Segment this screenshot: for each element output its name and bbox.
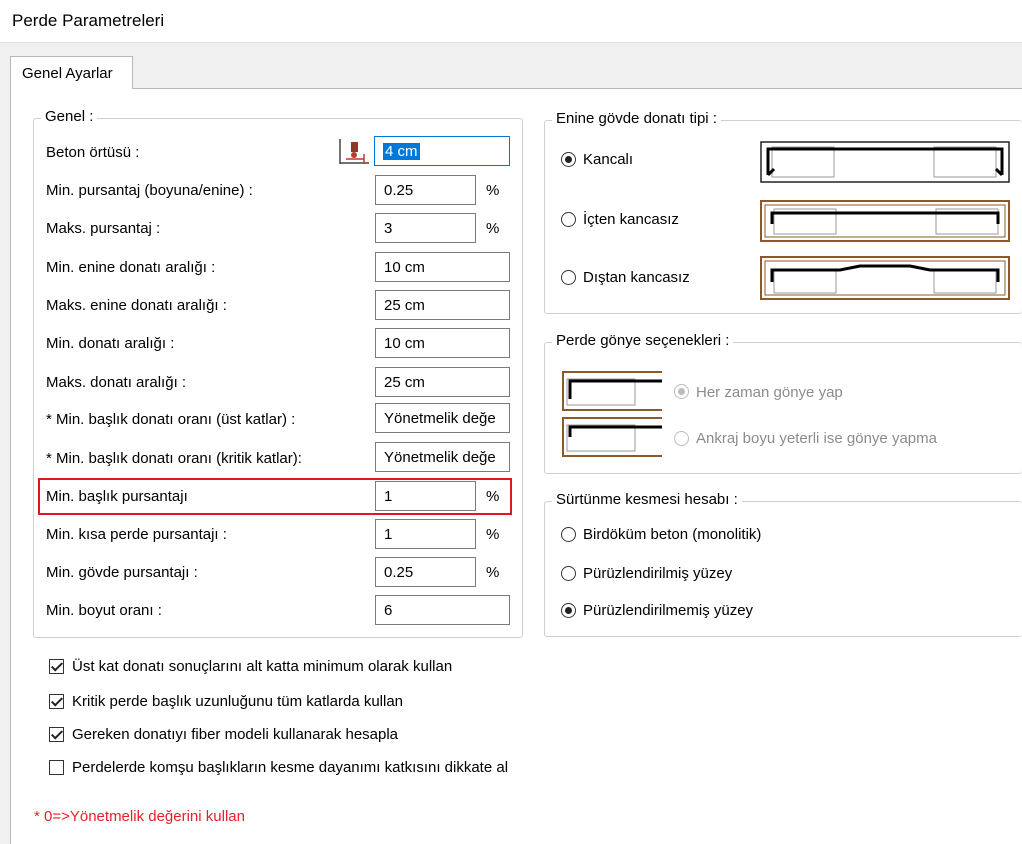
genel-legend: Genel : bbox=[41, 108, 97, 125]
tab-genel-ayarlar[interactable] bbox=[10, 56, 133, 89]
maks-enine-aralik-field[interactable]: 25 cm bbox=[375, 290, 510, 320]
checkbox-kritik-baslik[interactable] bbox=[49, 694, 64, 709]
label-min-kisa-perde: Min. kısa perde pursantajı : bbox=[46, 526, 227, 543]
radio-kancali[interactable] bbox=[561, 152, 576, 167]
checkbox-fiber-modeli[interactable] bbox=[49, 727, 64, 742]
gonye-legend: Perde gönye seçenekleri : bbox=[552, 332, 733, 349]
min-baslik-oran-kritik-field[interactable]: Yönetmelik değe bbox=[375, 442, 510, 472]
min-baslik-oran-ust-field[interactable]: Yönetmelik değe bbox=[375, 403, 510, 433]
enine-legend: Enine gövde donatı tipi : bbox=[552, 110, 721, 127]
distan-kancasiz-diagram bbox=[760, 256, 1010, 300]
label-distan-kancasiz[interactable]: Dıştan kancasız bbox=[583, 269, 690, 286]
checkbox-komsu-baslik[interactable] bbox=[49, 760, 64, 775]
window-title: Perde Parametreleri bbox=[12, 11, 165, 30]
label-ust-kat[interactable]: Üst kat donatı sonuçlarını alt katta minimum olarak kullan bbox=[72, 658, 453, 675]
beton-ortusu-field[interactable] bbox=[374, 136, 510, 166]
tab-label: Genel Ayarlar bbox=[22, 65, 113, 82]
min-baslik-pursantaj-field[interactable]: 1 bbox=[375, 481, 476, 511]
label-min-boyut-orani: Min. boyut oranı : bbox=[46, 602, 162, 619]
label-kancali[interactable]: Kancalı bbox=[583, 151, 634, 168]
maks-pursantaj-field[interactable]: 3 bbox=[375, 213, 476, 243]
radio-icten-kancasiz[interactable] bbox=[561, 212, 576, 227]
label-min-enine-aralik: Min. enine donatı aralığı : bbox=[46, 259, 216, 276]
label-komsu-baslik[interactable]: Perdelerde komşu başlıkların kesme dayanımı katkısını dikkate al bbox=[72, 759, 509, 776]
checkbox-ust-kat[interactable] bbox=[49, 659, 64, 674]
surtunme-legend: Sürtünme kesmesi hesabı : bbox=[552, 491, 742, 508]
min-pursantaj-field[interactable]: 0.25 bbox=[375, 175, 476, 205]
label-min-pursantaj: Min. pursantaj (boyuna/enine) : bbox=[46, 182, 253, 199]
min-enine-aralik-field[interactable]: 10 cm bbox=[375, 252, 510, 282]
label-min-govde-pursantaj: Min. gövde pursantajı : bbox=[46, 564, 198, 581]
maks-pursantaj-unit: % bbox=[486, 220, 500, 237]
cover-icon[interactable] bbox=[337, 136, 371, 166]
beton-ortusu-value: 4 cm bbox=[385, 143, 418, 160]
label-puruzlendirilmemis[interactable]: Pürüzlendirilmemiş yüzey bbox=[583, 602, 754, 619]
label-min-baslik-pursantaj: Min. başlık pursantajı bbox=[46, 488, 188, 505]
gonye-diagram-1 bbox=[562, 371, 662, 411]
maks-donati-aralik-field[interactable]: 25 cm bbox=[375, 367, 510, 397]
min-donati-aralik-field[interactable]: 10 cm bbox=[375, 328, 510, 358]
label-min-donati-aralik: Min. donatı aralığı : bbox=[46, 335, 175, 352]
label-puruzlendirilmis[interactable]: Pürüzlendirilmiş yüzey bbox=[583, 565, 733, 582]
kancali-diagram bbox=[760, 141, 1010, 183]
gonye-diagram-2 bbox=[562, 417, 662, 457]
footnote: * 0=>Yönetmelik değerini kullan bbox=[34, 808, 245, 825]
label-min-baslik-oran-kritik: * Min. başlık donatı oranı (kritik katlar): bbox=[46, 450, 302, 467]
radio-ankraj-gonye[interactable] bbox=[674, 431, 689, 446]
radio-distan-kancasiz[interactable] bbox=[561, 270, 576, 285]
label-maks-pursantaj: Maks. pursantaj : bbox=[46, 220, 161, 237]
radio-her-zaman-gonye[interactable] bbox=[674, 384, 689, 399]
min-kisa-perde-field[interactable]: 1 bbox=[375, 519, 476, 549]
label-birdokum[interactable]: Birdöküm beton (monolitik) bbox=[583, 526, 762, 543]
icten-kancasiz-diagram bbox=[760, 200, 1010, 242]
min-govde-pursantaj-field[interactable]: 0.25 bbox=[375, 557, 476, 587]
label-beton-ortusu: Beton örtüsü : bbox=[46, 144, 140, 161]
label-maks-enine-aralik: Maks. enine donatı aralığı : bbox=[46, 297, 227, 314]
radio-puruzlendirilmis[interactable] bbox=[561, 566, 576, 581]
label-fiber-modeli[interactable]: Gereken donatıyı fiber modeli kullanarak hesapla bbox=[72, 726, 399, 743]
label-ankraj-gonye[interactable]: Ankraj boyu yeterli ise gönye yapma bbox=[696, 430, 937, 447]
label-kritik-baslik[interactable]: Kritik perde başlık uzunluğunu tüm katlarda kullan bbox=[72, 693, 404, 710]
label-min-baslik-oran-ust: * Min. başlık donatı oranı (üst katlar) : bbox=[46, 411, 296, 428]
radio-puruzlendirilmemis[interactable] bbox=[561, 603, 576, 618]
radio-birdokum[interactable] bbox=[561, 527, 576, 542]
min-govde-pursantaj-unit: % bbox=[486, 564, 500, 581]
min-boyut-orani-field[interactable]: 6 bbox=[375, 595, 510, 625]
label-her-zaman-gonye[interactable]: Her zaman gönye yap bbox=[696, 384, 843, 401]
label-maks-donati-aralik: Maks. donatı aralığı : bbox=[46, 374, 187, 391]
min-baslik-pursantaj-unit: % bbox=[486, 488, 500, 505]
min-pursantaj-unit: % bbox=[486, 182, 500, 199]
min-kisa-perde-unit: % bbox=[486, 526, 500, 543]
label-icten-kancasiz[interactable]: İçten kancasız bbox=[583, 211, 679, 228]
